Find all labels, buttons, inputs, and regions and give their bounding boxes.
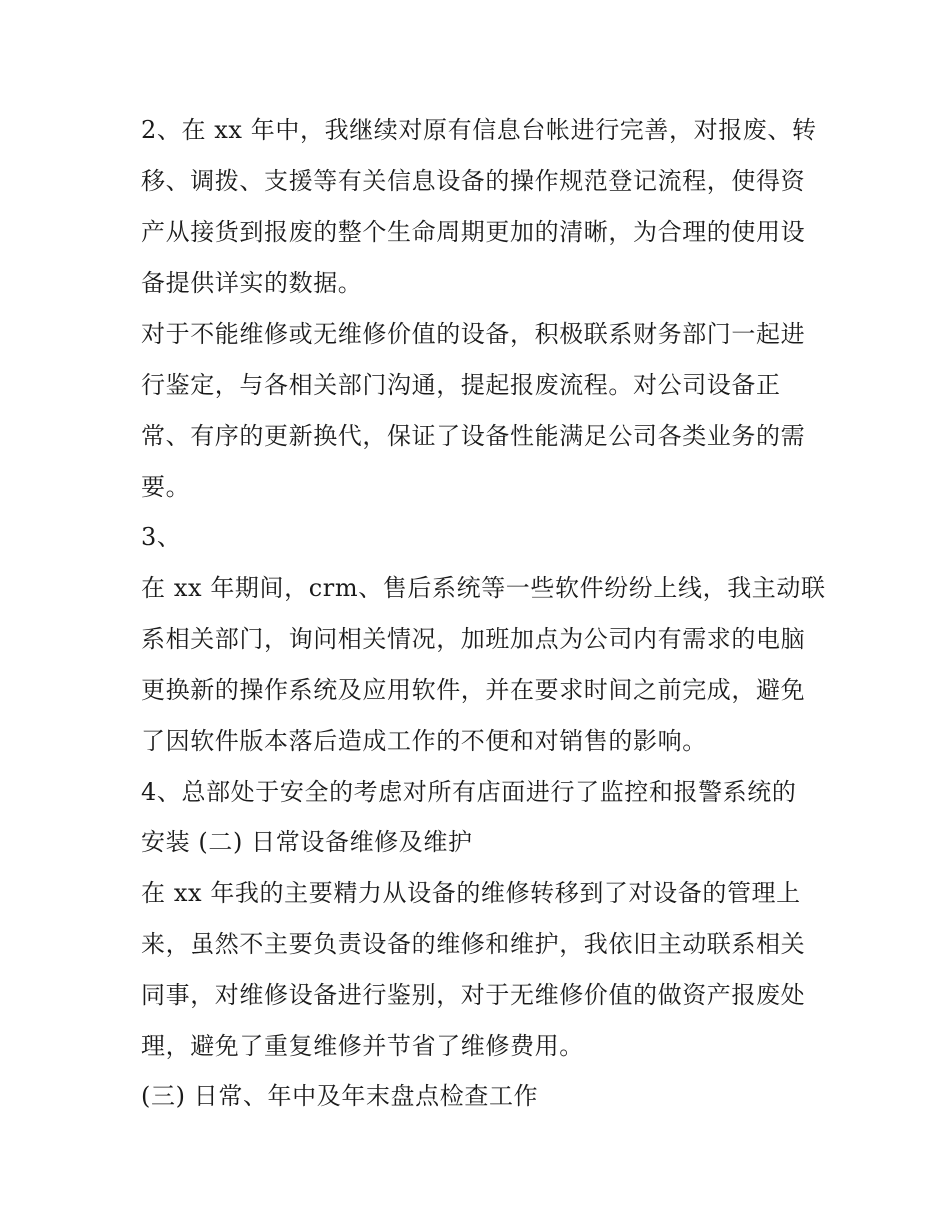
text-line: 理，避免了重复维修并节省了维修费用。 xyxy=(141,1032,584,1060)
text-line: 行鉴定，与各相关部门沟通，提起报废流程。对公司设备正 xyxy=(141,371,781,399)
text-line: 3、 xyxy=(141,523,182,551)
text-line: 2、在 xx 年中，我继续对原有信息台帐进行完善，对报废、转 xyxy=(141,116,817,144)
text-line: 在 xx 年期间，crm、售后系统等一些软件纷纷上线，我主动联 xyxy=(141,574,826,602)
text-line: 常、有序的更新换代，保证了设备性能满足公司各类业务的需 xyxy=(141,422,806,450)
text-line: (三) 日常、年中及年末盘点检查工作 xyxy=(141,1082,539,1110)
text-line: 安装 (二) 日常设备维修及维护 xyxy=(141,828,473,856)
text-line: 备提供详实的数据。 xyxy=(141,269,363,297)
text-line: 4、总部处于安全的考虑对所有店面进行了监控和报警系统的 xyxy=(141,778,797,806)
text-line: 同事，对维修设备进行鉴别，对于无维修价值的做资产报废处 xyxy=(141,981,806,1009)
text-line: 系相关部门，询问相关情况，加班加点为公司内有需求的电脑 xyxy=(141,625,806,653)
text-line: 在 xx 年我的主要精力从设备的维修转移到了对设备的管理上 xyxy=(141,879,801,907)
text-line: 移、调拨、支援等有关信息设备的操作规范登记流程，使得资 xyxy=(141,167,806,195)
text-line: 产从接货到报废的整个生命周期更加的清晰，为合理的使用设 xyxy=(141,218,806,246)
text-line: 要。 xyxy=(141,473,191,501)
text-line: 来，虽然不主要负责设备的维修和维护，我依旧主动联系相关 xyxy=(141,930,806,958)
text-line: 更换新的操作系统及应用软件，并在要求时间之前完成，避免 xyxy=(141,676,806,704)
text-line: 对于不能维修或无维修价值的设备，积极联系财务部门一起进 xyxy=(141,320,806,348)
text-line: 了因软件版本落后造成工作的不便和对销售的影响。 xyxy=(141,727,707,755)
